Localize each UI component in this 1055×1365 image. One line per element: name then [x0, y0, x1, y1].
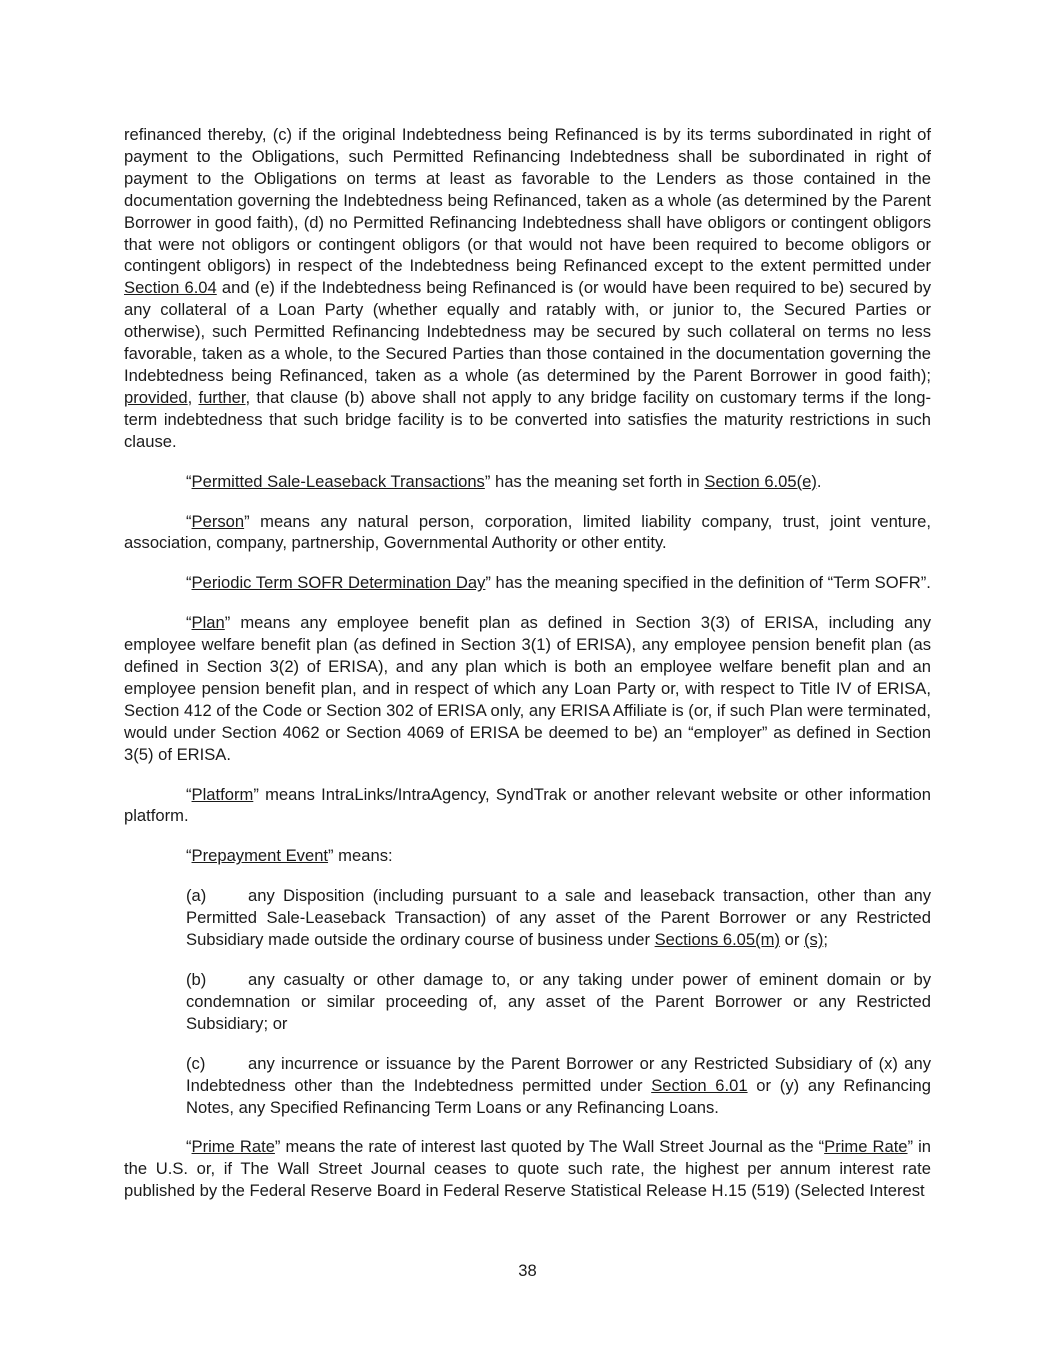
quote-mark: “: [186, 471, 192, 491]
defined-term: Person: [191, 511, 245, 531]
defined-term: Plan: [191, 613, 225, 633]
text-run: ;: [823, 930, 828, 950]
text-run: or: [780, 930, 805, 950]
body-text: [124, 124, 931, 1220]
text-run: ” means:: [328, 846, 393, 866]
quote-mark: “: [186, 1137, 192, 1157]
prepayment-event-clause-c: [186, 1053, 931, 1119]
defined-term: Permitted Sale-Leaseback Transactions: [191, 471, 485, 491]
defined-term: Prepayment Event: [191, 846, 329, 866]
definition-person: [124, 511, 931, 555]
text-run: refinanced thereby, (c) if the original Indebtedness being Refinanced is by its terms subordinated in right of payment to the Obligations, such Permitted Refinancing Indebtedness shall be subordinated in right of payment to the Obligations on terms at least as favorable to the Lenders as those contained in the documentation governing the Indebtedness being Refinanced, taken as a whole (as determined by the Parent Borrower in good faith), (d) no Permitted Refinancing Indebtedness shall have obligors or contingent obligors that were not obligors or contingent obligors (or that would not have been required to become obligors or contingent obligors) in respect of the Indebtedness being Refinanced except to the extent permitted under: [124, 125, 931, 276]
text-run: and (e) if the Indebtedness being Refinanced is (or would have been required to be) secured by any collateral of a Loan Party (whether equally and ratably with, or junior to, the Secured Parties or otherwise), such Permitted Refinancing Indebtedness may be secured by such collateral on terms no less favorable, taken as a whole, to the Secured Parties than those contained in the documentation governing the Indebtedness being Refinanced, taken as a whole (as determined by the Parent Borrower in good faith);: [124, 278, 931, 385]
text-run: ” in the U.S. or, if The Wall Street Journal ceases to quote such rate, the highest per annum interest rate published by the Federal Reserve Board in Federal Reserve Statistical Release H.15 (519) (Selected Interest: [124, 1137, 931, 1201]
text-run: any incurrence or issuance by the Parent Borrower or any Restricted Subsidiary of (x) any Indebtedness other than the Indebtedness permitted under: [186, 1053, 931, 1095]
text-run: any casualty or other damage to, or any taking under power of eminent domain or by condemnation or similar proceeding of, any asset of the Parent Borrower or any Restricted Subsidiary; or: [186, 970, 931, 1033]
quote-mark: “: [186, 784, 192, 804]
section-reference: Sections 6.05(m): [654, 930, 781, 950]
section-reference: Section 6.01: [651, 1075, 748, 1095]
text-run: or (y) any Refinancing Notes, any Specified Refinancing Term Loans or any Refinancing Loans.: [186, 1075, 931, 1117]
defined-term: Prime Rate: [191, 1137, 275, 1157]
clause-label: (c): [186, 1053, 206, 1073]
text-run: .: [816, 471, 822, 491]
proviso-term: provided: [124, 387, 188, 407]
prepayment-event-clause-a: [186, 885, 931, 951]
definition-plan: [124, 612, 931, 765]
quote-mark: “: [186, 613, 192, 633]
definition-platform: [124, 784, 931, 828]
definition-prime-rate: [124, 1136, 931, 1202]
paragraph-refinancing-continuation: [124, 124, 931, 453]
section-reference: Section 6.05(e): [704, 471, 817, 491]
section-reference: (s): [804, 930, 824, 950]
proviso-term: further: [198, 387, 246, 407]
quote-mark: “: [186, 573, 192, 593]
definition-periodic-term-sofr: [124, 572, 931, 594]
text-run: ” means any natural person, corporation, limited liability company, trust, joint venture, association, company, partnership, Governmental Authority or other entity.: [124, 511, 931, 553]
text-run: ” has the meaning specified in the definition of “Term SOFR”.: [485, 573, 931, 593]
clause-label: (a): [186, 886, 207, 906]
page-number: 38: [518, 1261, 537, 1280]
definition-permitted-sale-leaseback: [124, 471, 931, 493]
prepayment-event-clause-b: [186, 969, 931, 1035]
text-run: ” means any employee benefit plan as defined in Section 3(3) of ERISA, including any employee welfare benefit plan (as defined in Section 3(1) of ERISA), any employee pension benefit plan (as defined in Section 3(2) of ERISA), and any plan which is both an employee welfare benefit plan and an employee pension benefit plan, and in respect of which any Loan Party or, with respect to Title IV of ERISA, Section 412 of the Code or Section 302 of ERISA only, any ERISA Affiliate is (or, if such Plan were terminated, would under Section 4062 or Section 4069 of ERISA be deemed to be) an “employer” as defined in Section 3(5) of ERISA.: [124, 613, 931, 764]
text-run: ” means IntraLinks/IntraAgency, SyndTrak or another relevant website or other information platform.: [124, 784, 931, 826]
section-reference: Section 6.04: [124, 278, 217, 298]
text-run: ” has the meaning set forth in: [484, 471, 705, 491]
defined-term-reference: Prime Rate: [824, 1137, 908, 1157]
quote-mark: “: [186, 511, 192, 531]
defined-term: Periodic Term SOFR Determination Day: [191, 573, 486, 593]
defined-term: Platform: [191, 784, 254, 804]
clause-label: (b): [186, 970, 207, 989]
text-run: , that clause (b) above shall not apply to any bridge facility on customary terms if the long-term indebtedness that such bridge facility is to be converted into satisfies the maturity restrictions in such clause.: [124, 387, 931, 451]
text-run: ,: [187, 387, 199, 407]
text-run: any Disposition (including pursuant to a sale and leaseback transaction, other than any Permitted Sale-Leaseback Transaction) of any asset of the Parent Borrower or any Restricted Subsidiary made outside the ordinary course of business under: [186, 886, 931, 950]
quote-mark: “: [186, 846, 192, 866]
text-run: ” means the rate of interest last quoted by The Wall Street Journal as the “: [274, 1137, 825, 1157]
definition-prepayment-event: [124, 845, 931, 867]
